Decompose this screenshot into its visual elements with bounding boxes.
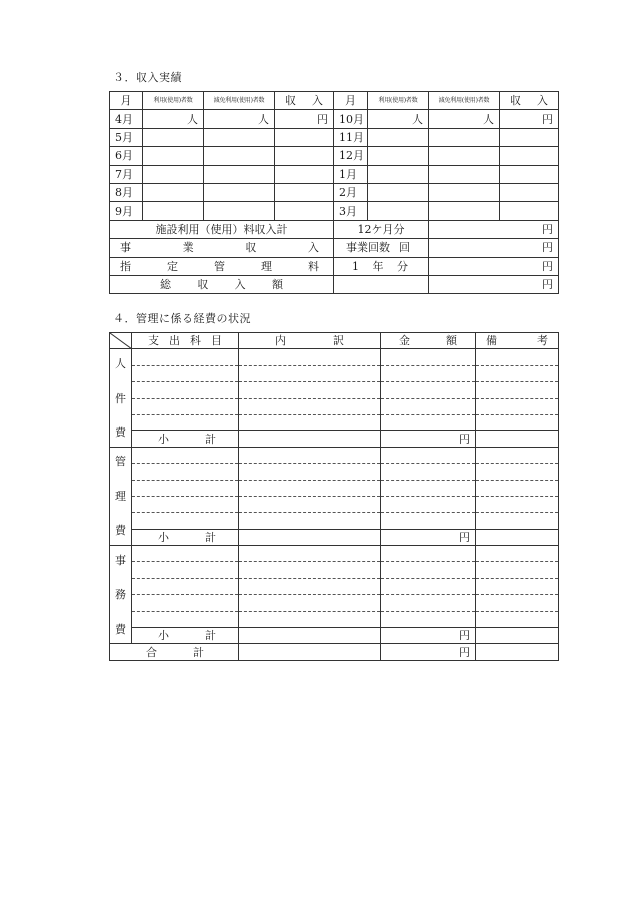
month-header: 月 (110, 92, 143, 110)
amount-input[interactable] (381, 365, 476, 381)
reduced-users-input[interactable] (204, 128, 275, 146)
users-input[interactable]: 人 (368, 110, 429, 128)
business-income-input[interactable]: 円 (429, 239, 559, 257)
amount-input[interactable] (381, 546, 476, 562)
users-input[interactable] (368, 183, 429, 201)
detail-input[interactable] (239, 480, 381, 496)
item-input[interactable] (132, 480, 239, 496)
month-cell: 9月 (110, 202, 143, 220)
item-input[interactable] (132, 578, 239, 594)
month-cell: 1月 (334, 165, 368, 183)
income-input[interactable] (275, 147, 334, 165)
users-input[interactable] (143, 147, 204, 165)
table-row (110, 546, 559, 562)
remarks-input[interactable] (476, 595, 559, 611)
users-input[interactable] (368, 128, 429, 146)
users-input[interactable]: 人 (143, 110, 204, 128)
reduced-users-input[interactable] (429, 165, 500, 183)
subtotal-amount-input[interactable]: 円 (381, 529, 476, 545)
remarks-input[interactable] (476, 562, 559, 578)
remarks-input[interactable] (476, 382, 559, 398)
detail-input[interactable] (239, 513, 381, 529)
item-input[interactable] (132, 562, 239, 578)
table-row (110, 110, 559, 128)
table-row (110, 464, 559, 480)
reduced-users-input[interactable] (429, 147, 500, 165)
remarks-input[interactable] (476, 464, 559, 480)
table-row (110, 349, 559, 365)
section4-title: ４．管理に係る経費の状況 (113, 312, 251, 325)
designated-fee-row (110, 257, 559, 275)
total-income-row (110, 275, 559, 293)
facility-total-label: 施設利用（使用）料収入計 (110, 220, 334, 238)
detail-input[interactable] (239, 414, 381, 430)
detail-input[interactable] (239, 431, 381, 447)
remarks-input[interactable] (476, 447, 559, 463)
income-input[interactable]: 円 (500, 110, 559, 128)
reduced-users-input[interactable]: 人 (204, 110, 275, 128)
month-cell: 4月 (110, 110, 143, 128)
reduced-users-input[interactable]: 人 (429, 110, 500, 128)
reduced-users-input[interactable] (204, 183, 275, 201)
reduced-users-input[interactable] (429, 128, 500, 146)
amount-input[interactable] (381, 382, 476, 398)
subtotal-amount-input[interactable]: 円 (381, 431, 476, 447)
users-input[interactable] (143, 165, 204, 183)
business-income-row (110, 239, 559, 257)
subtotal-row (110, 628, 559, 644)
detail-input[interactable] (239, 447, 381, 463)
amount-input[interactable] (381, 578, 476, 594)
table-row (110, 578, 559, 594)
expense-table (109, 332, 559, 661)
table-row (110, 414, 559, 430)
detail-input[interactable] (239, 529, 381, 545)
users-input[interactable] (368, 147, 429, 165)
expense-header-row (110, 333, 559, 349)
category-personnel: 人 件 費 (110, 349, 132, 447)
item-input[interactable] (132, 513, 239, 529)
income-input[interactable] (275, 183, 334, 201)
table-row (110, 496, 559, 512)
amount-input[interactable] (381, 480, 476, 496)
reduced-users-header: 減免利用(使用)者数 (429, 92, 500, 110)
item-input[interactable] (132, 595, 239, 611)
grand-total-row (110, 644, 559, 660)
table-row (110, 147, 559, 165)
table-row (110, 202, 559, 220)
table-row (110, 183, 559, 201)
amount-input[interactable] (381, 562, 476, 578)
item-input[interactable] (132, 447, 239, 463)
remarks-input[interactable] (476, 578, 559, 594)
users-input[interactable] (368, 165, 429, 183)
item-input[interactable] (132, 349, 239, 365)
month-cell: 2月 (334, 183, 368, 201)
total-income-blank[interactable] (334, 275, 429, 293)
table-row (110, 447, 559, 463)
subtotal-label: 小 計 (132, 529, 239, 545)
remarks-input[interactable] (476, 611, 559, 627)
category-management: 管 理 費 (110, 447, 132, 545)
remarks-input[interactable] (476, 529, 559, 545)
users-input[interactable] (143, 183, 204, 201)
month-cell: 12月 (334, 147, 368, 165)
reduced-users-input[interactable] (204, 165, 275, 183)
reduced-users-header: 減免利用(使用)者数 (204, 92, 275, 110)
month-header: 月 (334, 92, 368, 110)
subtotal-row (110, 431, 559, 447)
remarks-input[interactable] (476, 349, 559, 365)
remarks-input[interactable] (476, 480, 559, 496)
income-input[interactable] (275, 128, 334, 146)
detail-input[interactable] (239, 349, 381, 365)
business-income-label: 事 業 収 入 (110, 239, 334, 257)
income-header: 収 入 (500, 92, 559, 110)
table-row (110, 513, 559, 529)
income-input[interactable] (500, 147, 559, 165)
table-row (110, 595, 559, 611)
income-input[interactable] (275, 165, 334, 183)
subtotal-row (110, 529, 559, 545)
income-input[interactable] (500, 128, 559, 146)
remarks-input[interactable] (476, 513, 559, 529)
table-row (110, 365, 559, 381)
users-header: 利用(使用)者数 (368, 92, 429, 110)
detail-header: 内 訳 (239, 333, 381, 349)
item-input[interactable] (132, 496, 239, 512)
detail-input[interactable] (239, 398, 381, 414)
total-income-input[interactable]: 円 (429, 275, 559, 293)
month-cell: 6月 (110, 147, 143, 165)
table-row (110, 398, 559, 414)
detail-input[interactable] (239, 644, 381, 660)
income-input[interactable] (500, 183, 559, 201)
users-input[interactable] (368, 202, 429, 220)
item-input[interactable] (132, 382, 239, 398)
income-table (109, 91, 559, 294)
detail-input[interactable] (239, 578, 381, 594)
amount-input[interactable] (381, 398, 476, 414)
business-count-input[interactable]: 事業回数 回 (334, 239, 429, 257)
twelve-months-label: 12ケ月分 (334, 220, 429, 238)
table-row (110, 165, 559, 183)
amount-input[interactable] (381, 349, 476, 365)
reduced-users-input[interactable] (429, 202, 500, 220)
amount-input[interactable] (381, 496, 476, 512)
table-row (110, 128, 559, 146)
detail-input[interactable] (239, 496, 381, 512)
remarks-input[interactable] (476, 546, 559, 562)
item-header: 支 出 科 目 (132, 333, 239, 349)
detail-input[interactable] (239, 546, 381, 562)
designated-fee-label: 指 定 管 理 料 (110, 257, 334, 275)
detail-input[interactable] (239, 382, 381, 398)
month-cell: 5月 (110, 128, 143, 146)
facility-total-row (110, 220, 559, 238)
total-income-label: 総 収 入 額 (110, 275, 334, 293)
grand-total-amount-input[interactable]: 円 (381, 644, 476, 660)
detail-input[interactable] (239, 464, 381, 480)
month-cell: 10月 (334, 110, 368, 128)
amount-input[interactable] (381, 414, 476, 430)
table-row (110, 480, 559, 496)
month-cell: 8月 (110, 183, 143, 201)
income-header-row (110, 92, 559, 110)
income-header: 収 入 (275, 92, 334, 110)
remarks-input[interactable] (476, 365, 559, 381)
users-input[interactable] (143, 128, 204, 146)
amount-header: 金 額 (381, 333, 476, 349)
item-input[interactable] (132, 414, 239, 430)
remarks-input[interactable] (476, 414, 559, 430)
designated-fee-input[interactable]: 円 (429, 257, 559, 275)
item-input[interactable] (132, 546, 239, 562)
diagonal-line (110, 333, 132, 349)
amount-input[interactable] (381, 611, 476, 627)
remarks-input[interactable] (476, 431, 559, 447)
detail-input[interactable] (239, 365, 381, 381)
item-input[interactable] (132, 464, 239, 480)
remarks-header: 備 考 (476, 333, 559, 349)
amount-input[interactable] (381, 447, 476, 463)
income-input[interactable] (500, 165, 559, 183)
section3-title: ３．収入実績 (113, 71, 182, 84)
income-input[interactable] (500, 202, 559, 220)
item-input[interactable] (132, 398, 239, 414)
table-row (110, 382, 559, 398)
subtotal-label: 小 計 (132, 628, 239, 644)
detail-input[interactable] (239, 595, 381, 611)
income-input[interactable] (275, 202, 334, 220)
table-row (110, 611, 559, 627)
subtotal-amount-input[interactable]: 円 (381, 628, 476, 644)
detail-input[interactable] (239, 628, 381, 644)
detail-input[interactable] (239, 562, 381, 578)
item-input[interactable] (132, 365, 239, 381)
detail-input[interactable] (239, 611, 381, 627)
grand-total-label: 合 計 (110, 644, 239, 660)
month-cell: 11月 (334, 128, 368, 146)
subtotal-label: 小 計 (132, 431, 239, 447)
category-office: 事 務 費 (110, 546, 132, 644)
amount-input[interactable] (381, 464, 476, 480)
income-input[interactable]: 円 (275, 110, 334, 128)
amount-input[interactable] (381, 595, 476, 611)
month-cell: 3月 (334, 202, 368, 220)
remarks-input[interactable] (476, 628, 559, 644)
remarks-input[interactable] (476, 496, 559, 512)
remarks-input[interactable] (476, 644, 559, 660)
table-row (110, 562, 559, 578)
reduced-users-input[interactable] (429, 183, 500, 201)
month-cell: 7月 (110, 165, 143, 183)
item-input[interactable] (132, 611, 239, 627)
facility-total-input[interactable]: 円 (429, 220, 559, 238)
users-header: 利用(使用)者数 (143, 92, 204, 110)
users-input[interactable] (143, 202, 204, 220)
diagonal-corner (110, 333, 132, 349)
remarks-input[interactable] (476, 398, 559, 414)
amount-input[interactable] (381, 513, 476, 529)
reduced-users-input[interactable] (204, 147, 275, 165)
one-year-label: 1 年 分 (334, 257, 429, 275)
reduced-users-input[interactable] (204, 202, 275, 220)
